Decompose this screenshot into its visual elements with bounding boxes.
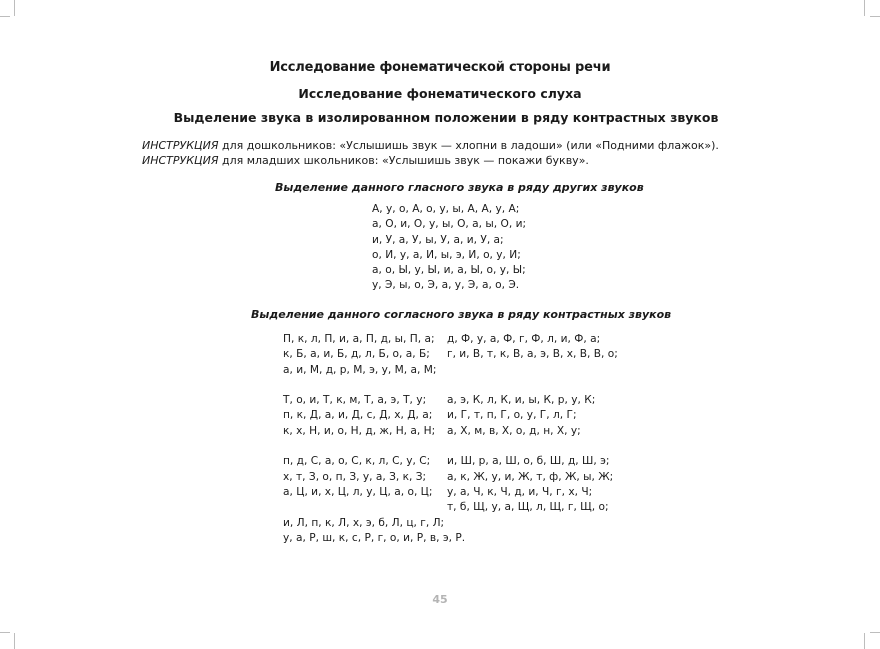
sound-series-line: П, к, л, П, и, а, П, д, ы, П, а;	[283, 333, 435, 345]
instruction-school	[142, 153, 589, 168]
crop-mark-bottom-right-v	[864, 633, 865, 649]
sound-series-line: у, Э, ы, о, Э, а, у, Э, а, о, Э.	[372, 279, 520, 292]
sound-series-line: г, и, В, т, к, В, а, э, В, х, В, В, о;	[447, 348, 618, 361]
sound-series-line	[283, 500, 465, 515]
sound-series-line: а, э, К, л, К, и, ы, К, р, у, К;	[447, 394, 596, 407]
sound-series-line: п, д, С, а, о, С, к, л, С, у, С;	[283, 455, 431, 468]
sound-series-line: и, Ш, р, а, Ш, о, б, Ш, д, Ш, э;	[447, 455, 610, 468]
instruction-label: ИНСТРУКЦИЯ	[142, 154, 219, 167]
crop-mark-bottom-left-v	[14, 633, 15, 649]
instruction-text: для младших школьников: «Услышишь звук — покажи букву».	[218, 154, 589, 167]
sound-series-line: а, и, М, д, р, М, э, у, М, а, М;	[283, 363, 437, 376]
sound-series-line: Т, о, и, Т, к, м, Т, а, э, Т, у;	[283, 394, 427, 407]
sound-series-line: х, т, З, о, п, З, у, а, З, к, З;	[283, 470, 427, 483]
sound-series-line	[283, 439, 465, 454]
instruction-preschool	[142, 138, 719, 153]
crop-mark-top-left-v	[14, 0, 15, 16]
vowels-list	[372, 202, 526, 294]
sound-series-line: а, Х, м, в, Х, о, д, н, Х, у;	[447, 424, 581, 437]
instruction-label: ИНСТРУКЦИЯ	[142, 139, 219, 152]
sound-series-line: А, у, о, А, о, у, ы, А, А, у, А;	[372, 203, 520, 215]
sound-series-line: к, х, Н, и, о, Н, д, ж, Н, а, Н;	[283, 424, 436, 437]
consonants-right-column	[447, 332, 618, 516]
crop-mark-top-right-h	[870, 16, 880, 17]
crop-mark-top-left-h	[0, 16, 10, 17]
sound-series-line	[447, 363, 618, 378]
sound-series-line: п, к, Д, а, и, Д, с, Д, х, Д, а;	[283, 409, 433, 422]
sound-series-line: и, Г, т, п, Г, о, у, Г, л, Г;	[447, 409, 577, 422]
sound-series-line: а, Ц, и, х, Ц, л, у, Ц, а, о, Ц;	[283, 485, 433, 498]
sound-series-line: т, б, Щ, у, а, Щ, л, Щ, г, Щ, о;	[447, 501, 609, 514]
sound-series-line: к, Б, а, и, Б, д, л, Б, о, а, Б;	[283, 348, 430, 361]
subtitle: Исследование фонематического слуха	[298, 86, 582, 101]
sound-series-line	[447, 439, 618, 454]
sound-series-line: и, Л, п, к, Л, х, э, б, Л, ц, г, Л;	[283, 516, 445, 529]
sound-series-line: о, И, у, а, И, ы, э, И, о, у, И;	[372, 248, 521, 261]
sound-series-line	[447, 378, 618, 393]
crop-mark-bottom-left-h	[0, 632, 10, 633]
sound-series-line: а, о, Ы, у, Ы, и, а, Ы, о, у, Ы;	[372, 264, 526, 277]
sound-series-line: а, к, Ж, у, и, Ж, т, ф, Ж, ы, Ж;	[447, 470, 614, 483]
sound-series-line: д, Ф, у, а, Ф, г, Ф, л, и, Ф, а;	[447, 333, 601, 345]
page-title: Исследование фонематической стороны речи	[269, 60, 611, 75]
section-title: Выделение звука в изолированном положении в ряду контрастных звуков	[173, 110, 719, 125]
consonants-heading: Выделение данного согласного звука в ряду контрастных звуков	[251, 308, 672, 321]
sound-series-line: у, а, Ч, к, Ч, д, и, Ч, г, х, Ч;	[447, 485, 593, 498]
instruction-text: для дошкольников: «Услышишь звук — хлопни в ладоши» (или «Подними флажок»).	[218, 139, 719, 152]
sound-series-line	[283, 378, 465, 393]
sound-series-line: и, У, а, У, ы, У, а, и, У, а;	[372, 233, 504, 246]
consonants-left-column	[283, 332, 465, 546]
page-number: 45	[432, 593, 448, 606]
crop-mark-bottom-right-h	[870, 632, 880, 633]
crop-mark-top-right-v	[864, 0, 865, 16]
vowels-heading: Выделение данного гласного звука в ряду других звуков	[275, 181, 644, 194]
sound-series-line: у, а, Р, ш, к, с, Р, г, о, и, Р, в, э, Р.	[283, 531, 466, 544]
sound-series-line: а, О, и, О, у, ы, О, а, ы, О, и;	[372, 218, 527, 231]
